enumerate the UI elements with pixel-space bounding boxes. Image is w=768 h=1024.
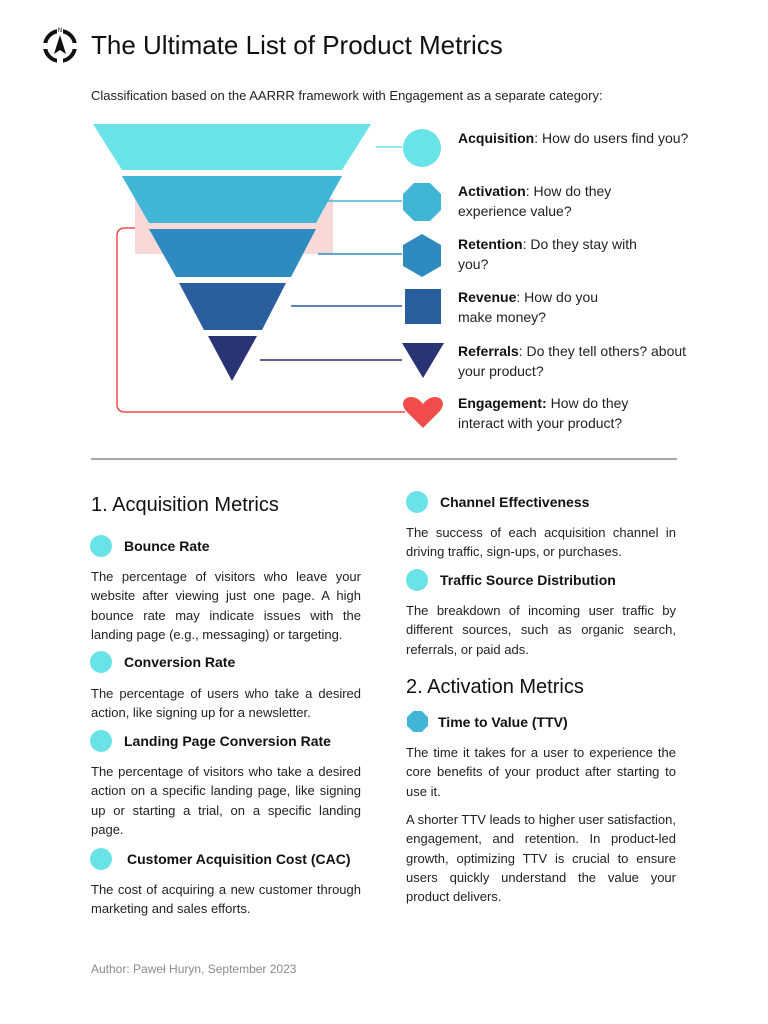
circle-icon: [406, 491, 428, 513]
metric-description-time-to-value-extended: A shorter TTV leads to higher user satisfaction, engagement, and retention. In product-led growth, optimizing TTV is crucial to ensure users quickly understand the value your product delivers.: [406, 812, 677, 905]
metric-description-conversion-rate: The percentage of users who take a desired action, like signing up for a newsletter.: [91, 686, 361, 721]
octagon-icon: [407, 711, 428, 732]
metric-title-bounce-rate: Bounce Rate: [90, 535, 210, 557]
circle-icon: [90, 651, 112, 673]
funnel-band-retention: [149, 229, 316, 277]
metric-description-traffic-source-distribution: The breakdown of incoming user traffic by different sources, such as organic search, referrals, or paid ads.: [406, 603, 676, 657]
circle-icon: [90, 848, 112, 870]
svg-text:N: N: [57, 27, 63, 34]
square-icon: [405, 289, 441, 324]
octagon-icon: [403, 183, 441, 221]
author-credit: Author: Paweł Huryn, September 2023: [91, 962, 297, 976]
section-heading-activation: 2. Activation Metrics: [406, 676, 584, 698]
metric-title-landing-page-conversion-rate: Landing Page Conversion Rate: [90, 730, 331, 752]
circle-icon: [90, 730, 112, 752]
stage-label-referrals: Referrals: Do they tell others? about your product?: [458, 343, 687, 379]
circle-icon: [403, 129, 441, 167]
section-divider: [91, 458, 677, 460]
section-heading-acquisition: 1. Acquisition Metrics: [91, 494, 279, 516]
triangle-icon: [402, 343, 444, 378]
metric-description-channel-effectiveness: The success of each acquisition channel in driving traffic, sign-ups, or purchases.: [406, 525, 676, 560]
metric-title-time-to-value: Time to Value (TTV): [407, 711, 568, 732]
heart-icon: [403, 397, 443, 428]
metric-description-bounce-rate: The percentage of visitors who leave your website after viewing just one page. A high bounce rate may indicate issues with the landing page (e.g., messaging) or targeting.: [91, 569, 361, 642]
metric-title-channel-effectiveness: Channel Effectiveness: [406, 491, 589, 513]
stage-label-retention: Retention: Do they stay with you?: [458, 236, 637, 272]
metric-description-landing-page-conversion-rate: The percentage of visitors who take a desired action on a specific landing page, like signing up or starting a trial, on a specific landing page.: [91, 764, 361, 837]
metric-description-time-to-value: The time it takes for a user to experience the core benefits of your product after starting to use it.: [406, 745, 676, 799]
compass-logo-icon: [40, 26, 80, 66]
hexagon-icon: [403, 234, 441, 277]
stage-label-activation: Activation: How do they experience value?: [458, 183, 612, 219]
circle-icon: [406, 569, 428, 591]
stage-label-engagement: Engagement: How do they interact with your product?: [458, 395, 629, 431]
funnel-band-activation: [122, 176, 342, 223]
page-title: The Ultimate List of Product Metrics: [91, 30, 503, 60]
funnel-band-referrals: [208, 336, 257, 381]
funnel-band-acquisition: [93, 124, 371, 170]
metric-title-conversion-rate: Conversion Rate: [90, 651, 235, 673]
stage-label-revenue: Revenue: How do you make money?: [458, 289, 599, 325]
metric-title-cac: Customer Acquisition Cost (CAC): [90, 848, 350, 870]
stage-label-acquisition: Acquisition: How do users find you?: [458, 130, 689, 146]
metric-title-traffic-source-distribution: Traffic Source Distribution: [406, 569, 616, 591]
funnel-band-revenue: [179, 283, 286, 330]
page-subtitle: Classification based on the AARRR framework with Engagement as a separate category:: [91, 88, 603, 103]
circle-icon: [90, 535, 112, 557]
metric-description-cac: The cost of acquiring a new customer through marketing and sales efforts.: [91, 882, 361, 917]
